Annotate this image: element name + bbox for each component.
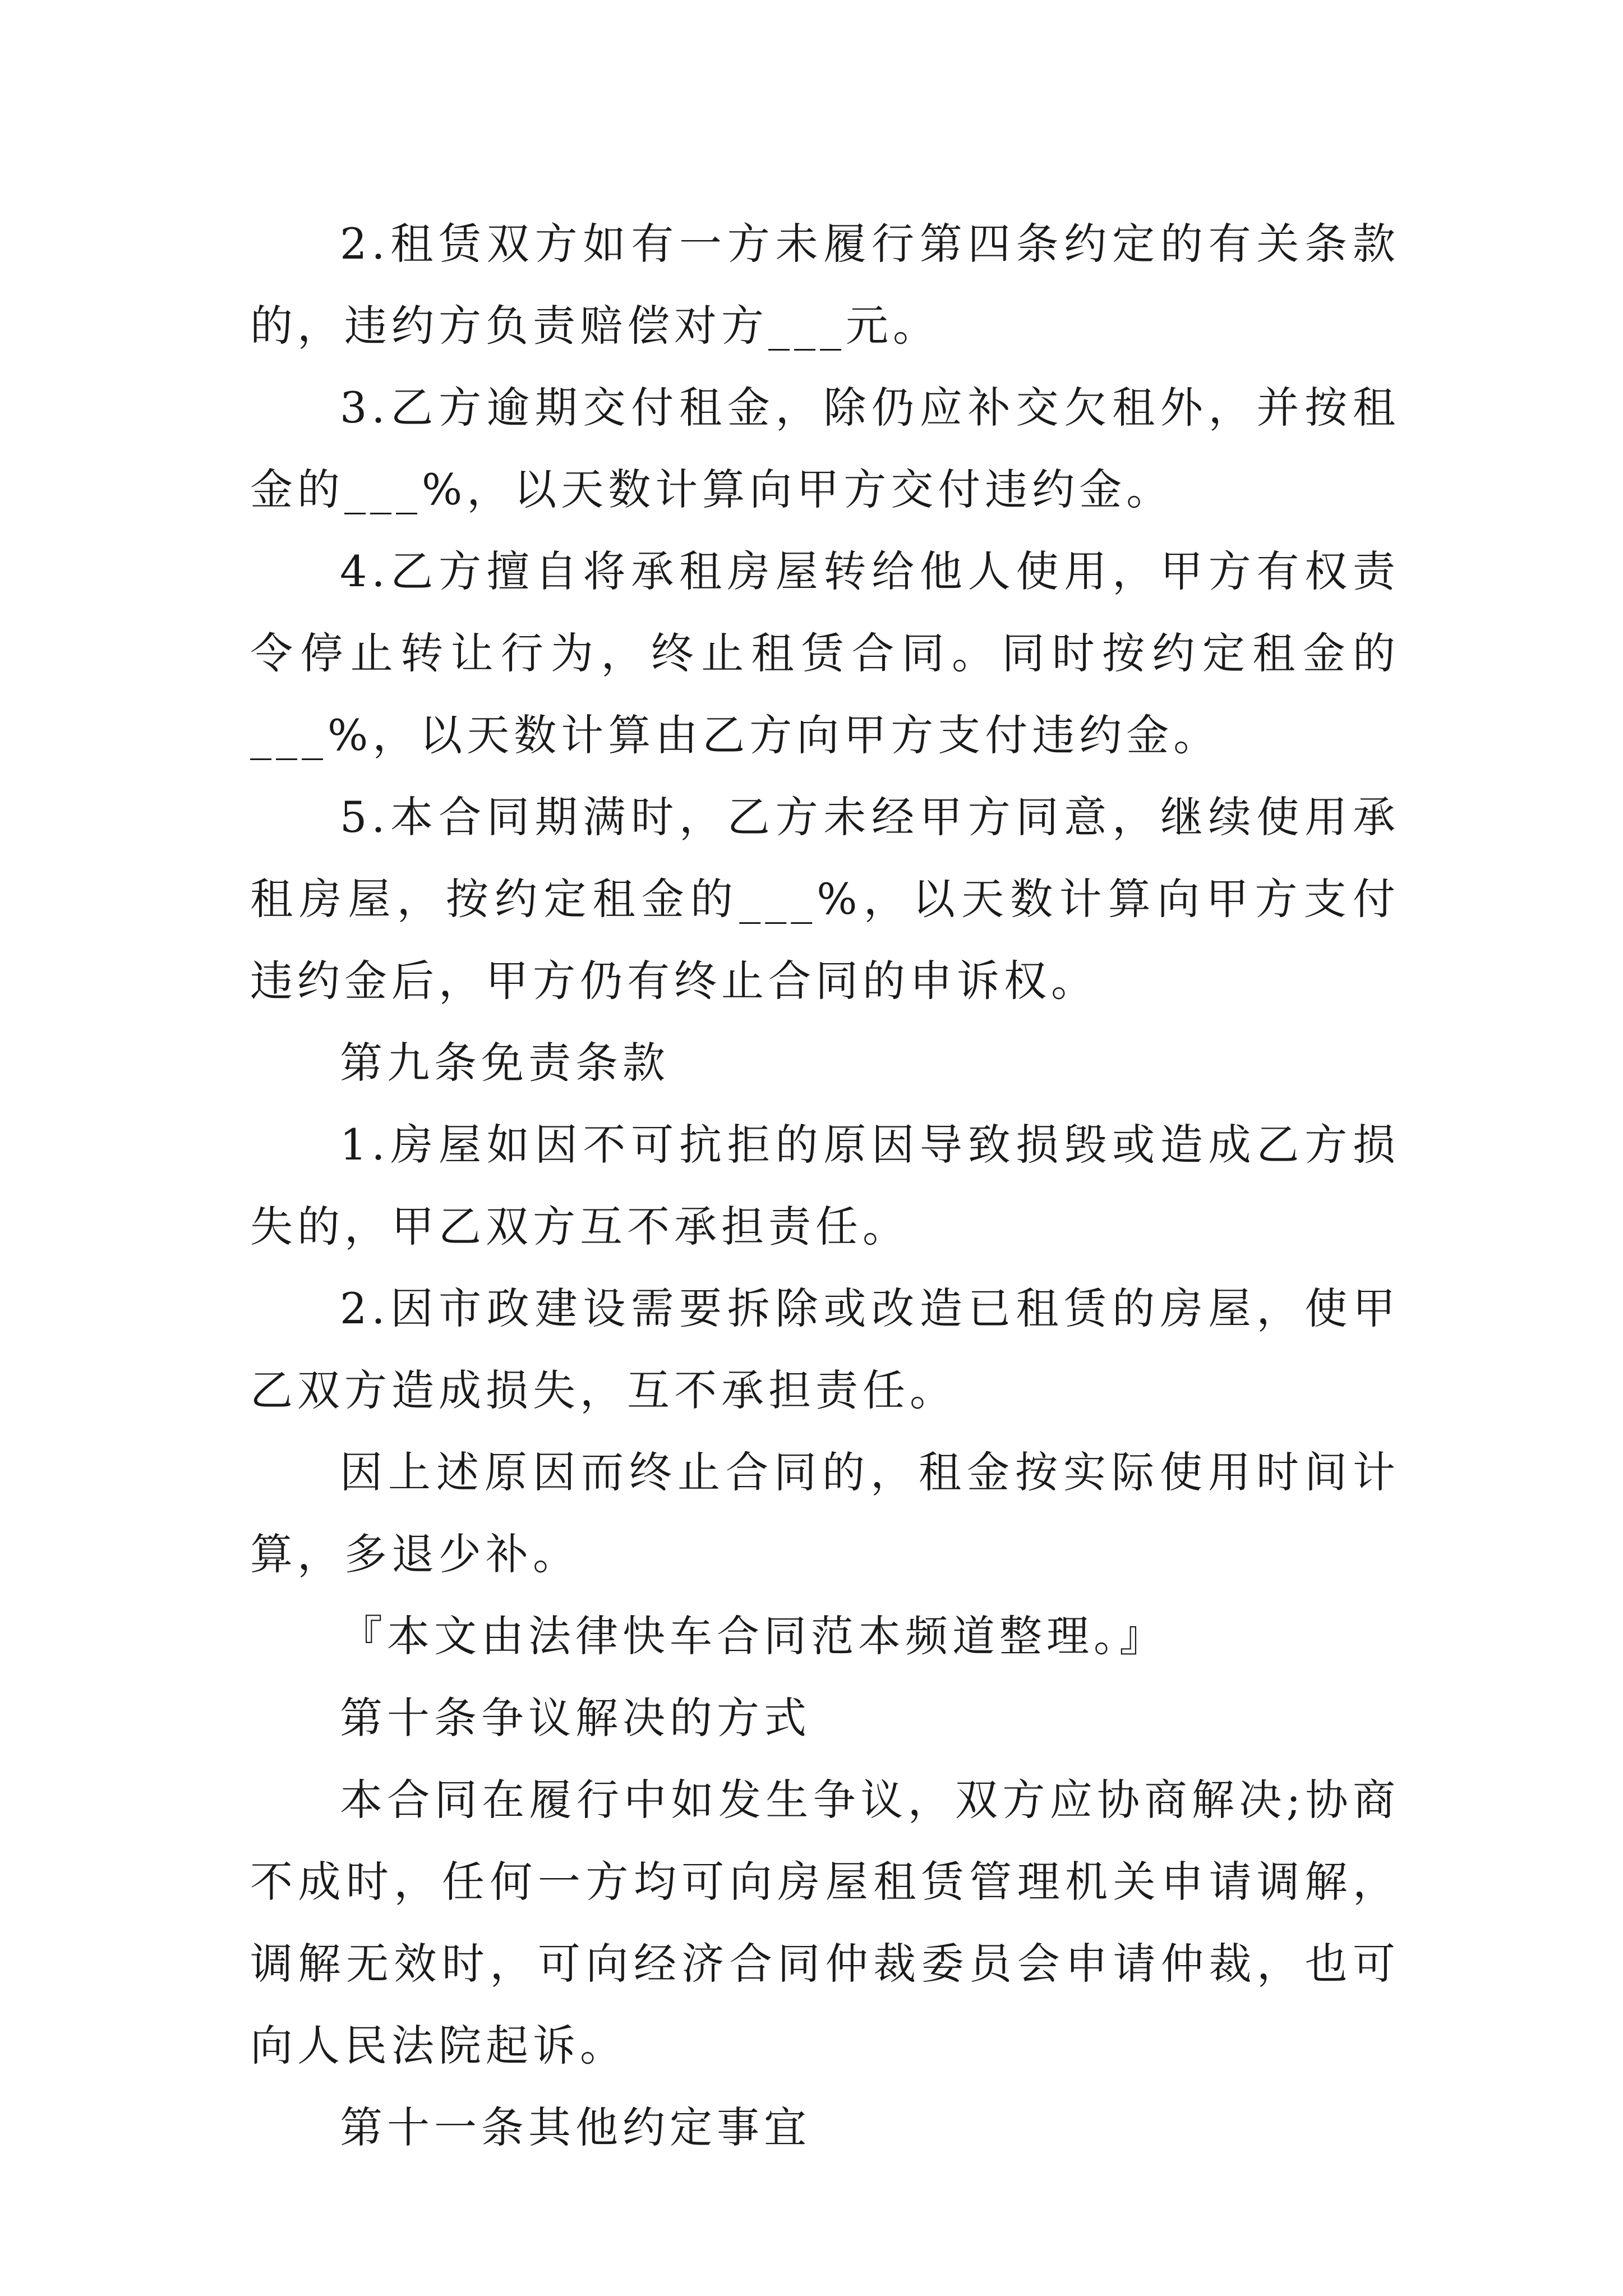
clause-8-item-4: 4.乙方擅自将承租房屋转给他人使用，甲方有权责令停止转让行为，终止租赁合同。同时按约定租金的___%，以天数计算由乙方向甲方支付违约金。 <box>250 546 1400 760</box>
clause-8-item-5: 5.本合同期满时，乙方未经甲方同意，继续使用承租房屋，按约定租金的___%，以天数计算向甲方支付违约金后，甲方仍有终止合同的申诉权。 <box>250 792 1400 1006</box>
source-note: 『本文由法律快车合同范本频道整理。』 <box>340 1611 1166 1661</box>
clause-9-note: 因上述原因而终止合同的，租金按实际使用时间计算，多退少补。 <box>250 1447 1400 1579</box>
clause-8-item-2: 2.租赁双方如有一方未履行第四条约定的有关条款的，违约方负责赔偿对方___元。 <box>250 219 1400 351</box>
clause-11-heading: 第十一条其他约定事宜 <box>340 2102 811 2152</box>
document-body <box>250 203 1400 2169</box>
clause-10-heading: 第十条争议解决的方式 <box>340 1693 811 1743</box>
clause-8-item-3: 3.乙方逾期交付租金，除仍应补交欠租外，并按租金的___%，以天数计算向甲方交付违约金。 <box>250 383 1400 514</box>
clause-9-item-2: 2.因市政建设需要拆除或改造已租赁的房屋，使甲乙双方造成损失，互不承担责任。 <box>250 1283 1400 1415</box>
clause-10-body: 本合同在履行中如发生争议，双方应协商解决;协商不成时，任何一方均可向房屋租赁管理机关申请调解，调解无效时，可向经济合同仲裁委员会申请仲裁，也可向人民法院起诉。 <box>250 1775 1400 2070</box>
clause-9-item-1: 1.房屋如因不可抗拒的原因导致损毁或造成乙方损失的，甲乙双方互不承担责任。 <box>250 1120 1400 1251</box>
clause-9-heading: 第九条免责条款 <box>340 1038 670 1088</box>
